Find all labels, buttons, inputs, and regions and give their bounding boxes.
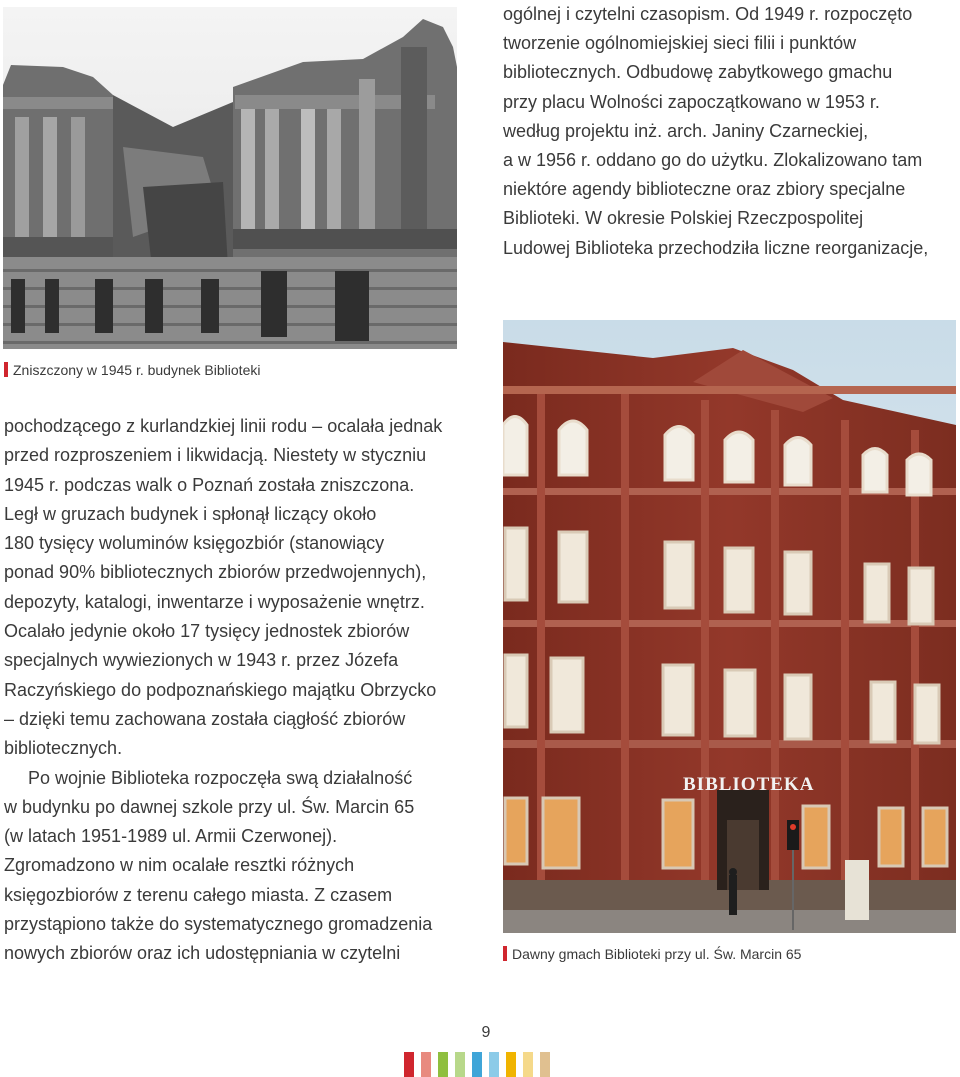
left-text-column xyxy=(4,412,442,969)
text-line: – dzięki temu zachowana została ciągłość zbiorów xyxy=(4,708,406,729)
text-line: ponad 90% bibliotecznych zbiorów przedwojennych), xyxy=(4,562,427,583)
text-line: Ludowej Biblioteka przechodziła liczne reorganizacje, xyxy=(503,237,929,258)
text-line: przystąpiono także do systematycznego gromadzenia xyxy=(4,914,433,935)
text-line: nowych zbiorów oraz ich udostępniania w czytelni xyxy=(4,943,401,964)
text-line: (w latach 1951-1989 ul. Armii Czerwonej). xyxy=(4,826,338,847)
ruined-library-photo xyxy=(3,7,457,349)
footer-color-bar xyxy=(438,1052,448,1077)
caption-text: Dawny gmach Biblioteki przy ul. Św. Marcin 65 xyxy=(512,946,802,962)
page-number: 9 xyxy=(481,1024,491,1041)
text-line: a w 1956 r. oddano go do użytku. Zlokalizowano tam xyxy=(503,150,923,171)
text-line: bibliotecznych. xyxy=(4,738,123,759)
footer-color-bar xyxy=(455,1052,465,1077)
text-line: 180 tysięcy woluminów księgozbiór (stanowiący xyxy=(4,533,385,554)
text-line: Legł w gruzach budynek i spłonął liczący około xyxy=(4,503,377,524)
text-line: przy placu Wolności zapoczątkowano w 1953 r. xyxy=(503,91,880,112)
text-line: ogólnej i czytelni czasopism. Od 1949 r. rozpoczęto xyxy=(503,4,913,24)
footer-color-bar xyxy=(506,1052,516,1077)
text-line: specjalnych wywiezionych w 1943 r. przez Józefa xyxy=(4,650,399,671)
text-line: 1945 r. podczas walk o Poznań została zniszczona. xyxy=(4,474,415,495)
caption-marker xyxy=(503,946,507,961)
building-photo-caption xyxy=(503,945,801,963)
text-line: przed rozproszeniem i likwidacją. Niestety w styczniu xyxy=(4,445,427,466)
caption-text: Zniszczony w 1945 r. budynek Biblioteki xyxy=(13,362,261,378)
biblioteka-sign: BIBLIOTEKA xyxy=(683,774,815,795)
text-line: Zgromadzono w nim ocalałe resztki różnych xyxy=(4,855,355,876)
text-line: Biblioteki. W okresie Polskiej Rzeczpospolitej xyxy=(503,208,864,229)
text-line: księgozbiorów z terenu całego miasta. Z czasem xyxy=(4,884,393,905)
ruin-photo-caption xyxy=(4,361,260,379)
footer-color-bar xyxy=(540,1052,550,1077)
caption-marker xyxy=(4,362,8,377)
text-line: Ocalało jedynie około 17 tysięcy jednostek zbiorów xyxy=(4,621,410,642)
text-line: tworzenie ogólnomiejskiej sieci filii i punktów xyxy=(503,33,857,54)
text-line: niektóre agendy biblioteczne oraz zbiory specjalne xyxy=(503,179,906,200)
old-library-building-photo xyxy=(503,320,956,933)
footer-color-bar xyxy=(421,1052,431,1077)
footer-color-bar xyxy=(523,1052,533,1077)
text-line: bibliotecznych. Odbudowę zabytkowego gmachu xyxy=(503,62,893,83)
footer-color-bar xyxy=(489,1052,499,1077)
text-line: pochodzącego z kurlandzkiej linii rodu – ocalała jednak xyxy=(4,416,443,436)
footer-color-bar xyxy=(472,1052,482,1077)
footer-color-bars xyxy=(404,1052,556,1077)
text-line: Raczyńskiego do podpoznańskiego majątku Obrzycko xyxy=(4,679,437,700)
text-line: depozyty, katalogi, inwentarze i wyposażenie wnętrz. xyxy=(4,591,425,612)
top-right-text-column xyxy=(503,0,928,263)
text-line: Po wojnie Biblioteka rozpoczęła swą działalność xyxy=(28,767,413,788)
footer-color-bar xyxy=(404,1052,414,1077)
text-line: w budynku po dawnej szkole przy ul. Św. Marcin 65 xyxy=(4,796,415,817)
text-line: według projektu inż. arch. Janiny Czarneckiej, xyxy=(503,120,869,141)
